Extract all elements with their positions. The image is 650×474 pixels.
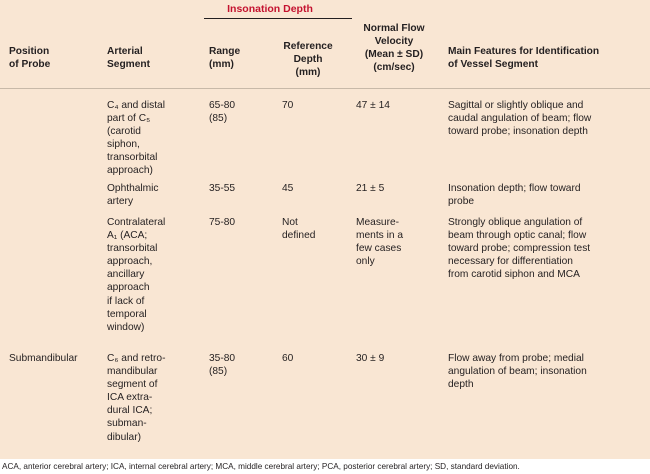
header-segment: Arterial Segment [107, 46, 151, 71]
row-1-velocity: 47 ± 14 [356, 100, 390, 111]
header-position: Position of Probe [9, 46, 51, 71]
row-2-velocity: 21 ± 5 [356, 183, 385, 194]
row-2-range: 35-55 [209, 183, 236, 194]
row-4-reference: 60 [282, 353, 294, 364]
row-4-position: Submandibular [9, 353, 78, 364]
row-1-reference: 70 [282, 100, 294, 111]
row-1-features: Sagittal or slightly oblique and caudal angulation of beam; flow toward probe; insonation depth [448, 100, 592, 138]
row-4-segment: C₆ and retro- mandibular segment of ICA extra- dural ICA; subman- dibular) [107, 353, 166, 443]
row-3-range: 75-80 [209, 217, 236, 228]
row-4-velocity: 30 ± 9 [356, 353, 385, 364]
row-2-features: Insonation depth; flow toward probe [448, 183, 581, 208]
header-features: Main Features for Identification of Vessel Segment [448, 46, 600, 71]
header-divider [0, 88, 650, 89]
header-range: Range (mm) [209, 46, 241, 71]
row-1-range: 65-80 (85) [209, 100, 236, 125]
row-2-reference: 45 [282, 183, 294, 194]
table-footnote: ACA, anterior cerebral artery; ICA, internal cerebral artery; MCA, middle cerebral artery; PCA, posterior cerebral artery; SD, standard deviation. [2, 462, 520, 471]
row-2-segment: Ophthalmic artery [107, 183, 159, 208]
row-3-features: Strongly oblique angulation of beam through optic canal; flow toward probe; compression test necessary for differentiation from carotid siphon and MCA [448, 217, 591, 281]
row-3-segment: Contralateral A₁ (ACA; transorbital approach, ancillary approach if lack of temporal window) [107, 217, 166, 333]
row-4-range: 35-80 (85) [209, 353, 236, 378]
row-4-features: Flow away from probe; medial angulation of beam; insonation depth [448, 353, 587, 391]
header-velocity: Normal Flow Velocity (Mean ± SD) (cm/sec) [363, 23, 425, 74]
row-3-velocity: Measure- ments in a few cases only [356, 217, 403, 268]
row-1-segment: C₄ and distal part of C₅ (carotid siphon, transorbital approach) [107, 100, 165, 177]
row-3-reference: Not defined [282, 217, 316, 242]
super-header-rule [204, 18, 352, 19]
header-reference-depth: Reference Depth (mm) [283, 41, 333, 79]
super-header: Insonation Depth [227, 3, 313, 15]
